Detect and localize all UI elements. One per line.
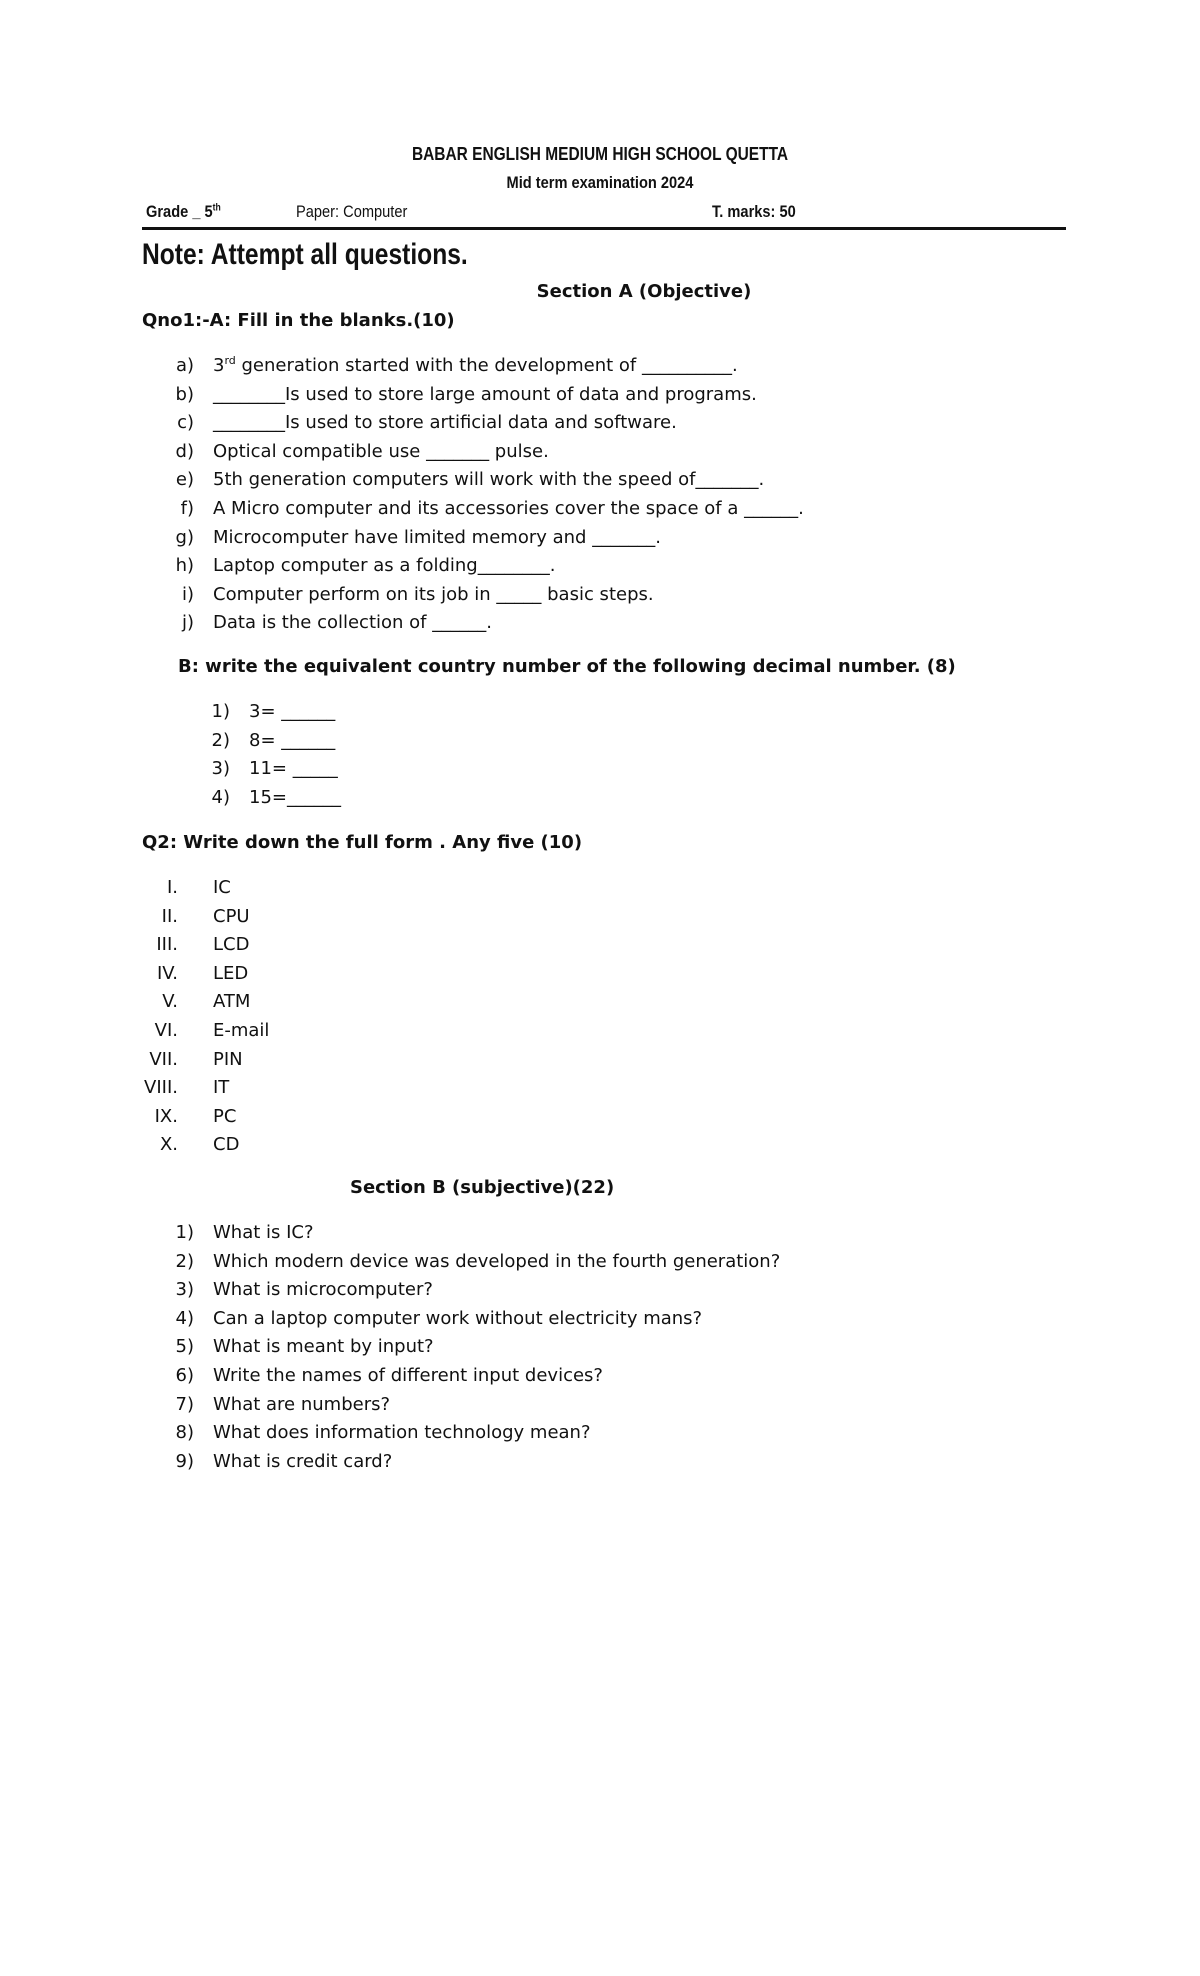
subjective-question-list xyxy=(0,1219,1200,1476)
blank-item xyxy=(0,409,1200,438)
full-form-item xyxy=(0,988,1200,1017)
header-divider xyxy=(142,227,1066,230)
full-form-item xyxy=(0,931,1200,960)
list-text: PIN xyxy=(213,1048,243,1070)
text-body: Optical compatible use _______ pulse. xyxy=(213,440,549,462)
grade-text: Grade _ 5 xyxy=(146,202,213,221)
full-form-item xyxy=(0,903,1200,932)
subjective-question xyxy=(0,1362,1200,1391)
list-text xyxy=(213,352,738,381)
grade-label xyxy=(146,202,221,222)
list-text: E-mail xyxy=(213,1019,270,1041)
list-text: CD xyxy=(213,1134,240,1156)
list-text xyxy=(213,581,654,610)
subjective-question xyxy=(0,1248,1200,1277)
full-form-item xyxy=(0,1131,1200,1160)
list-text: IC xyxy=(213,877,231,898)
list-text xyxy=(213,409,677,438)
fill-blanks-list xyxy=(0,352,1200,638)
list-text: LCD xyxy=(213,934,250,956)
list-marker: VI. xyxy=(154,1019,178,1041)
list-text: What is microcomputer? xyxy=(213,1279,433,1301)
subjective-question xyxy=(0,1448,1200,1477)
list-text: 3= ______ xyxy=(249,701,336,722)
blank-item xyxy=(0,581,1200,610)
text-body: A Micro computer and its accessories cover the space of a ______. xyxy=(213,497,804,519)
list-marker: II. xyxy=(161,905,178,927)
subjective-question xyxy=(0,1219,1200,1248)
full-form-list xyxy=(0,874,1200,1160)
list-marker: g) xyxy=(175,526,194,548)
list-text: CPU xyxy=(213,905,250,927)
subjective-question xyxy=(0,1305,1200,1334)
list-marker: IX. xyxy=(154,1105,178,1127)
text-superscript: rd xyxy=(224,354,236,367)
conversion-item xyxy=(0,727,1200,756)
blank-item xyxy=(0,552,1200,581)
blank-item xyxy=(0,352,1200,381)
list-marker: j) xyxy=(181,612,194,634)
text-body: ________Is used to store large amount of data and programs. xyxy=(213,383,757,405)
list-marker: X. xyxy=(159,1134,178,1156)
list-text: IT xyxy=(213,1077,230,1099)
text-body: Microcomputer have limited memory and _______. xyxy=(213,526,661,548)
blank-item xyxy=(0,381,1200,410)
list-text: What is meant by input? xyxy=(213,1336,434,1358)
blank-item xyxy=(0,495,1200,524)
list-text: ATM xyxy=(213,991,251,1013)
list-text: LED xyxy=(213,962,249,984)
list-text xyxy=(213,609,492,638)
list-marker: 6) xyxy=(175,1364,194,1386)
list-text: Write the names of different input devices? xyxy=(213,1364,603,1386)
list-text xyxy=(213,381,757,410)
list-text: 15=______ xyxy=(249,786,341,808)
subjective-question xyxy=(0,1391,1200,1420)
subjective-question xyxy=(0,1419,1200,1448)
section-b-title: Section B (subjective)(22) xyxy=(350,1177,615,1198)
conversion-item xyxy=(0,698,1200,727)
school-name: BABAR ENGLISH MEDIUM HIGH SCHOOL QUETTA xyxy=(411,144,789,164)
list-marker: 1) xyxy=(175,1222,194,1243)
list-text: 8= ______ xyxy=(249,729,336,751)
list-marker: 5) xyxy=(175,1336,194,1358)
list-marker: 8) xyxy=(175,1422,194,1444)
text-prefix: 3 xyxy=(213,355,225,376)
list-marker: 1) xyxy=(211,701,230,722)
text-body: Laptop computer as a folding________. xyxy=(213,555,556,577)
list-marker: 3) xyxy=(211,758,230,780)
list-text xyxy=(213,552,555,581)
list-marker: 3) xyxy=(175,1279,194,1301)
list-marker: V. xyxy=(162,991,178,1013)
list-marker: 4) xyxy=(175,1307,194,1329)
list-text: Which modern device was developed in the fourth generation? xyxy=(213,1250,781,1272)
list-text xyxy=(213,524,661,553)
list-text xyxy=(213,466,764,495)
grade-sup: th xyxy=(212,202,221,214)
list-marker: e) xyxy=(175,469,194,491)
list-marker: 2) xyxy=(211,729,230,751)
full-form-item xyxy=(0,1103,1200,1132)
full-form-item xyxy=(0,1074,1200,1103)
q1a-heading: Qno1:-A: Fill in the blanks.(10) xyxy=(142,310,455,331)
conversion-list xyxy=(0,698,1200,812)
full-form-item xyxy=(0,960,1200,989)
paper-label: Paper: Computer xyxy=(296,202,408,221)
text-body: ________Is used to store artificial data and software. xyxy=(213,412,677,434)
full-form-item xyxy=(0,1046,1200,1075)
list-marker: i) xyxy=(181,583,194,605)
exam-title: Mid term examination 2024 xyxy=(506,173,694,192)
list-text: What is IC? xyxy=(213,1222,314,1243)
list-marker: 7) xyxy=(175,1393,194,1415)
list-text xyxy=(213,495,804,524)
list-text xyxy=(213,438,549,467)
list-marker: f) xyxy=(180,497,194,519)
list-text: PC xyxy=(213,1105,237,1127)
list-marker: 4) xyxy=(211,786,230,808)
blank-item xyxy=(0,466,1200,495)
list-marker: IV. xyxy=(156,962,178,984)
list-text: What does information technology mean? xyxy=(213,1422,591,1444)
text-body: 5th generation computers will work with the speed of_______. xyxy=(213,469,765,491)
list-marker: VIII. xyxy=(144,1077,178,1099)
section-a-title: Section A (Objective) xyxy=(536,281,752,302)
list-text: 11= _____ xyxy=(249,758,338,780)
full-form-item xyxy=(0,1017,1200,1046)
q1b-heading: B: write the equivalent country number of the following decimal number. (8) xyxy=(178,656,956,677)
list-marker: 9) xyxy=(175,1450,194,1472)
blank-item xyxy=(0,524,1200,553)
conversion-item xyxy=(0,784,1200,813)
list-marker: 2) xyxy=(175,1250,194,1272)
list-text: Can a laptop computer work without electricity mans? xyxy=(213,1307,703,1329)
list-marker: b) xyxy=(175,383,194,405)
blank-item xyxy=(0,438,1200,467)
list-marker: h) xyxy=(175,555,194,577)
list-marker: VII. xyxy=(149,1048,178,1070)
list-marker: a) xyxy=(175,355,194,376)
list-marker: I. xyxy=(166,877,178,898)
text-body: Data is the collection of ______. xyxy=(213,612,492,634)
blank-item xyxy=(0,609,1200,638)
note-heading: Note: Attempt all questions. xyxy=(142,238,468,271)
list-marker: d) xyxy=(175,440,194,462)
q2-heading: Q2: Write down the full form . Any five (10) xyxy=(142,832,583,853)
full-form-item xyxy=(0,874,1200,903)
list-marker: III. xyxy=(156,934,178,956)
total-marks: T. marks: 50 xyxy=(712,202,796,221)
list-marker: c) xyxy=(177,412,194,434)
conversion-item xyxy=(0,755,1200,784)
text-body: Computer perform on its job in _____ basic steps. xyxy=(213,583,654,605)
list-text: What is credit card? xyxy=(213,1450,393,1472)
list-text: What are numbers? xyxy=(213,1393,391,1415)
subjective-question xyxy=(0,1333,1200,1362)
text-body: generation started with the development of __________. xyxy=(235,355,738,376)
subjective-question xyxy=(0,1276,1200,1305)
